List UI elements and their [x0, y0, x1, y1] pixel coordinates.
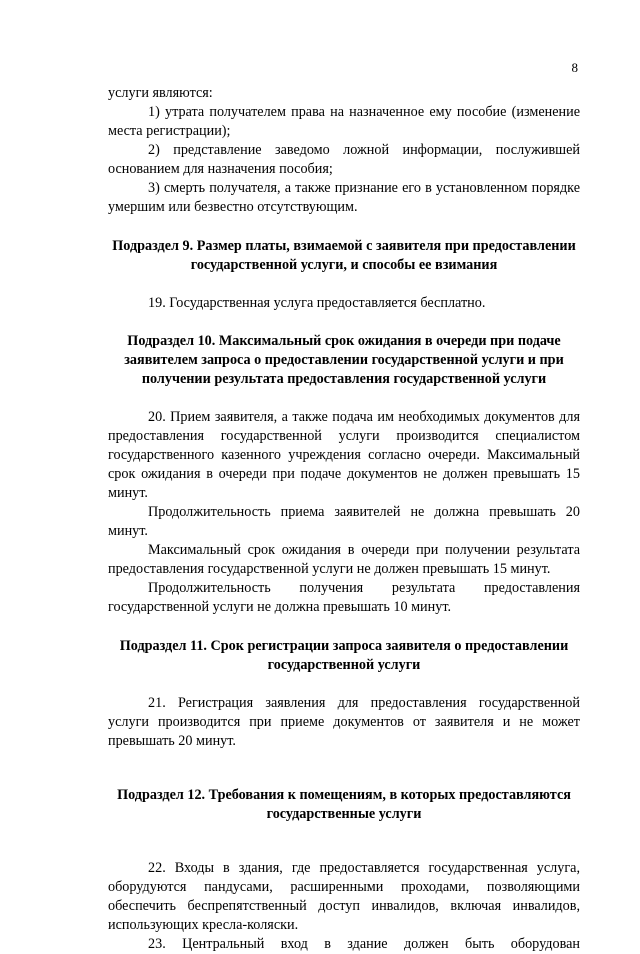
paragraph: Продолжительность получения результата предоставления государственной услуги не должна превышать 10 минут. — [108, 580, 580, 615]
paragraph: Продолжительность приема заявителей не должна превышать 20 минут. — [108, 504, 580, 539]
section-heading: Подраздел 12. Требования к помещениям, в которых предоставляются государственные услуги — [117, 787, 571, 822]
paragraph: 2) представление заведомо ложной информации, послужившей основанием для назначения пособия; — [108, 142, 580, 177]
paragraph: 23. Центральный вход в здание должен быть оборудован — [148, 936, 580, 952]
paragraph: услуги являются: — [108, 85, 213, 101]
document-body — [108, 84, 580, 954]
paragraph: 19. Государственная услуга предоставляется бесплатно. — [148, 295, 486, 311]
paragraph: Максимальный срок ожидания в очереди при получении результата предоставления государственной услуги не должен превышать 15 минут. — [108, 542, 580, 577]
paragraph: 3) смерть получателя, а также признание его в установленном порядке умершим или безвестно отсутствующим. — [108, 180, 580, 215]
paragraph: 1) утрата получателем права на назначенное ему пособие (изменение места регистрации); — [108, 104, 580, 139]
section-heading: Подраздел 10. Максимальный срок ожидания в очереди при подаче заявителем запроса о предоставлении государственной услуги и при получении результата предоставления государственной услуги — [124, 333, 564, 387]
paragraph: 21. Регистрация заявления для предоставления государственной услуги производится при приеме документов от заявителя и не может превышать 20 минут. — [108, 695, 580, 749]
paragraph: 22. Входы в здания, где предоставляется государственная услуга, оборудуются пандусами, расширенными проходами, позволяющими обеспечить беспрепятственный доступ инвалидов, включая инвалидов, использующих кресла-коляски. — [108, 860, 580, 933]
page-number: 8 — [571, 60, 578, 75]
paragraph: 20. Прием заявителя, а также подача им необходимых документов для предоставления государственной услуги производится специалистом государственного казенного учреждения согласно очереди. Максимальный срок ожидания в очереди при подаче документов не должен превышать 15 минут. — [108, 409, 580, 501]
section-heading: Подраздел 9. Размер платы, взимаемой с заявителя при предоставлении государственной услуги, и способы ее взимания — [112, 238, 576, 273]
section-heading: Подраздел 11. Срок регистрации запроса заявителя о предоставлении государственной услуги — [119, 638, 569, 673]
